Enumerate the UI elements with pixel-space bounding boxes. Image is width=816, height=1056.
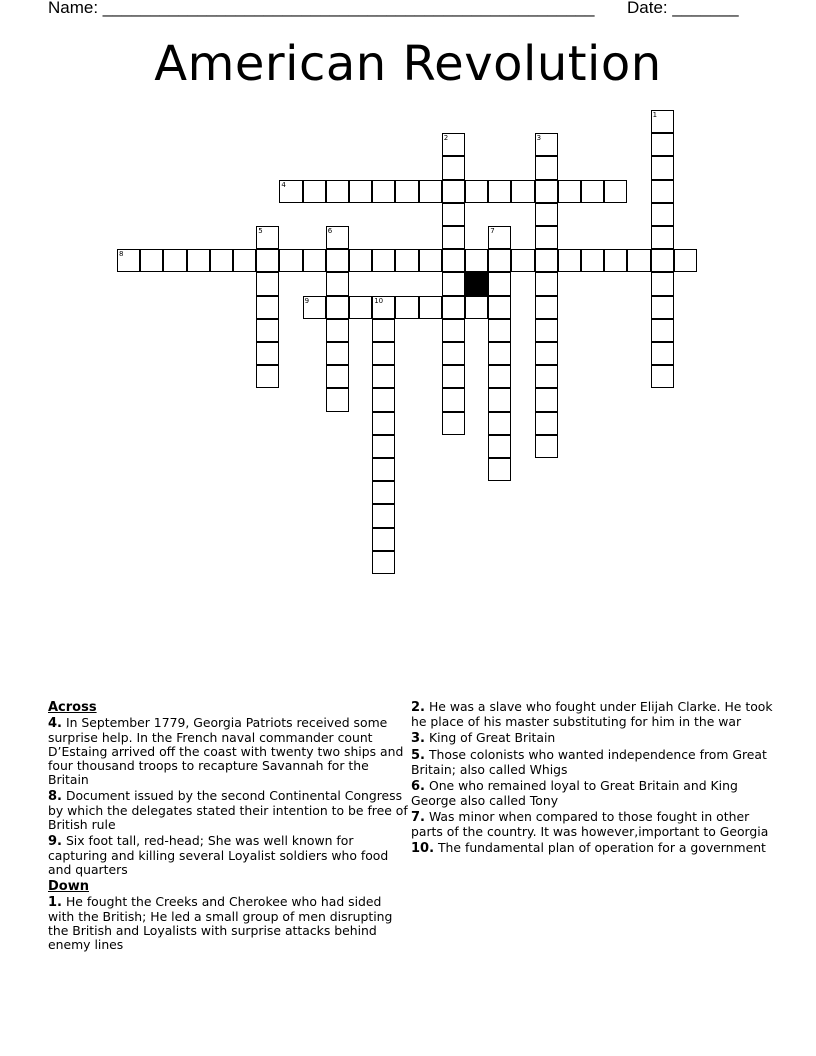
grid-cell[interactable]	[372, 528, 395, 551]
grid-cell[interactable]	[488, 319, 511, 342]
grid-cell[interactable]	[651, 226, 674, 249]
grid-cell[interactable]	[442, 249, 465, 272]
grid-cell[interactable]	[651, 342, 674, 365]
grid-cell[interactable]	[326, 296, 349, 319]
clue-number: 9.	[48, 834, 62, 849]
grid-cell[interactable]	[372, 504, 395, 527]
grid-cell[interactable]	[326, 365, 349, 388]
grid-cell[interactable]	[651, 110, 674, 133]
grid-cell[interactable]	[581, 249, 604, 272]
grid-cell[interactable]	[442, 388, 465, 411]
clue-text: One who remained loyal to Great Britain and King George also called Tony	[411, 778, 738, 808]
grid-cell[interactable]	[651, 180, 674, 203]
grid-cell[interactable]	[465, 180, 488, 203]
clue-text: He fought the Creeks and Cherokee who had sided with the British; He led a small group of men disrupting the British and Loyalists with surprise attacks behind enemy lines	[48, 894, 393, 952]
grid-cell[interactable]	[651, 296, 674, 319]
clue-number: 4.	[48, 716, 62, 731]
grid-cell[interactable]	[535, 435, 558, 458]
clue-number-label: 2	[443, 134, 449, 143]
grid-cell[interactable]	[279, 180, 302, 203]
grid-cell[interactable]	[349, 249, 372, 272]
grid-cell[interactable]	[627, 249, 650, 272]
grid-cell[interactable]	[488, 342, 511, 365]
clue-number: 2.	[411, 700, 425, 715]
grid-cell[interactable]	[442, 133, 465, 156]
clue-down-1	[48, 895, 408, 952]
grid-cell[interactable]	[349, 296, 372, 319]
clue-text: Six foot tall, red-head; She was well known for capturing and killing several Loyalist soldiers who food and quarters	[48, 833, 389, 877]
grid-cell[interactable]	[372, 180, 395, 203]
grid-cell[interactable]	[535, 365, 558, 388]
grid-cell[interactable]	[651, 365, 674, 388]
grid-cell[interactable]	[419, 296, 442, 319]
grid-cell[interactable]	[442, 365, 465, 388]
clue-text: He was a slave who fought under Elijah Clarke. He took he place of his master substituting for him in the war	[411, 699, 773, 729]
clue-number: 5.	[411, 748, 425, 763]
grid-cell[interactable]	[187, 249, 210, 272]
grid-cell[interactable]	[256, 296, 279, 319]
clue-number-label: 5	[258, 227, 263, 235]
grid-cell[interactable]	[372, 249, 395, 272]
clue-number: 8.	[48, 789, 62, 804]
grid-cell[interactable]	[349, 180, 372, 203]
grid-cell[interactable]	[581, 180, 604, 203]
grid-cell[interactable]	[488, 458, 511, 481]
grid-cell[interactable]	[651, 156, 674, 179]
clue-text: The fundamental plan of operation for a government	[437, 840, 766, 855]
grid-cell[interactable]	[604, 180, 627, 203]
grid-cell[interactable]	[488, 412, 511, 435]
grid-cell[interactable]	[488, 180, 511, 203]
clue-text: King of Great Britain	[428, 730, 556, 745]
clue-number-label: 9	[304, 296, 310, 305]
clue-text: Those colonists who wanted independence from Great Britain; also called Whigs	[411, 747, 767, 777]
grid-cell[interactable]	[488, 435, 511, 458]
grid-cell[interactable]	[535, 412, 558, 435]
grid-cell[interactable]	[442, 272, 465, 295]
grid-cell[interactable]	[372, 319, 395, 342]
grid-cell[interactable]	[256, 365, 279, 388]
name-field-label: Name: ____________________________________________________	[48, 0, 595, 17]
grid-cell[interactable]	[651, 319, 674, 342]
grid-cell[interactable]	[326, 272, 349, 295]
page-title: American Revolution	[154, 36, 662, 92]
grid-cell[interactable]	[210, 249, 233, 272]
grid-cell[interactable]	[326, 249, 349, 272]
grid-cell[interactable]	[651, 272, 674, 295]
clue-number-label: 4	[281, 180, 286, 189]
grid-cell[interactable]	[395, 296, 418, 319]
grid-cell[interactable]	[442, 156, 465, 179]
black-cell	[465, 272, 488, 295]
date-field-label: Date: _______	[627, 0, 739, 17]
grid-cell[interactable]	[372, 342, 395, 365]
grid-cell[interactable]	[535, 180, 558, 203]
grid-cell[interactable]	[442, 342, 465, 365]
grid-cell[interactable]	[651, 133, 674, 156]
grid-cell[interactable]	[535, 249, 558, 272]
grid-cell[interactable]	[372, 365, 395, 388]
grid-cell[interactable]	[372, 435, 395, 458]
clue-down-10	[411, 841, 781, 856]
clue-number: 1.	[48, 895, 62, 910]
down-heading: Down	[48, 879, 89, 894]
grid-cell[interactable]	[442, 319, 465, 342]
grid-cell[interactable]	[535, 226, 558, 249]
grid-cell[interactable]	[511, 249, 534, 272]
grid-cell[interactable]	[372, 412, 395, 435]
grid-cell[interactable]	[395, 180, 418, 203]
grid-cell[interactable]	[488, 226, 511, 249]
grid-cell[interactable]	[465, 296, 488, 319]
grid-cell[interactable]	[535, 156, 558, 179]
grid-cell[interactable]	[419, 180, 442, 203]
grid-cell[interactable]	[395, 249, 418, 272]
grid-cell[interactable]	[326, 388, 349, 411]
grid-cell[interactable]	[256, 272, 279, 295]
grid-cell[interactable]	[535, 272, 558, 295]
grid-cell[interactable]	[326, 226, 349, 249]
grid-cell[interactable]	[535, 296, 558, 319]
grid-cell[interactable]	[303, 180, 326, 203]
grid-cell[interactable]	[326, 180, 349, 203]
clue-across-8	[48, 789, 408, 832]
grid-cell[interactable]	[442, 226, 465, 249]
grid-cell[interactable]	[465, 249, 488, 272]
grid-cell[interactable]	[303, 296, 326, 319]
grid-cell[interactable]	[535, 133, 558, 156]
grid-cell[interactable]	[256, 319, 279, 342]
grid-cell[interactable]	[488, 365, 511, 388]
grid-cell[interactable]	[256, 249, 279, 272]
grid-cell[interactable]	[256, 342, 279, 365]
grid-cell[interactable]	[558, 249, 581, 272]
grid-cell[interactable]	[372, 388, 395, 411]
clue-down-7	[411, 810, 781, 839]
grid-cell[interactable]	[442, 296, 465, 319]
grid-cell[interactable]	[140, 249, 163, 272]
grid-cell[interactable]	[372, 551, 395, 574]
grid-cell[interactable]	[163, 249, 186, 272]
grid-cell[interactable]	[488, 296, 511, 319]
clue-number: 6.	[411, 779, 425, 794]
grid-cell[interactable]	[558, 180, 581, 203]
grid-cell[interactable]	[511, 180, 534, 203]
clue-down-6	[411, 779, 781, 808]
clue-text: In September 1779, Georgia Patriots received some surprise help. In the French naval commander count D’Estaing arrived off the coast with twenty two ships and four thousand troops to recapture Savannah for the Britain	[48, 715, 404, 787]
grid-cell[interactable]	[233, 249, 256, 272]
clues-right-column	[411, 700, 781, 858]
clue-number: 10.	[411, 841, 435, 856]
clue-text: Document issued by the second Continental Congress by which the delegates stated their intention to be free of British rule	[48, 788, 408, 832]
grid-cell[interactable]	[117, 249, 140, 272]
grid-cell[interactable]	[535, 203, 558, 226]
grid-cell[interactable]	[651, 249, 674, 272]
grid-cell[interactable]	[256, 226, 279, 249]
grid-cell[interactable]	[535, 342, 558, 365]
grid-cell[interactable]	[604, 249, 627, 272]
grid-cell[interactable]	[488, 388, 511, 411]
grid-cell[interactable]	[535, 388, 558, 411]
clues-left-column	[48, 700, 408, 954]
clue-down-2	[411, 700, 781, 729]
grid-cell[interactable]	[326, 319, 349, 342]
clue-number: 3.	[411, 731, 425, 746]
grid-cell[interactable]	[674, 249, 697, 272]
grid-cell[interactable]	[419, 249, 442, 272]
across-heading: Across	[48, 700, 97, 715]
grid-cell[interactable]	[372, 481, 395, 504]
grid-cell[interactable]	[442, 180, 465, 203]
clue-number-label: 3	[536, 134, 542, 143]
grid-cell[interactable]	[442, 203, 465, 226]
clue-number-label: 8	[119, 250, 124, 259]
grid-cell[interactable]	[372, 296, 395, 319]
grid-cell[interactable]	[279, 249, 302, 272]
grid-cell[interactable]	[488, 249, 511, 272]
grid-cell[interactable]	[488, 272, 511, 295]
grid-cell[interactable]	[303, 249, 326, 272]
clue-across-4	[48, 716, 408, 787]
clue-across-9	[48, 834, 408, 877]
clue-number-label: 10	[374, 296, 384, 305]
grid-cell[interactable]	[326, 342, 349, 365]
clue-down-5	[411, 748, 781, 777]
clue-number-label: 6	[327, 227, 333, 235]
grid-cell[interactable]	[651, 203, 674, 226]
grid-cell[interactable]	[535, 319, 558, 342]
clue-number: 7.	[411, 810, 425, 825]
grid-cell[interactable]	[372, 458, 395, 481]
grid-cell[interactable]	[442, 412, 465, 435]
clue-text: Was minor when compared to those fought in other parts of the country. It was however,important to Georgia	[411, 809, 769, 839]
clue-number-label: 7	[490, 227, 495, 235]
clue-number-label: 1	[652, 111, 658, 119]
clue-down-3	[411, 731, 781, 746]
